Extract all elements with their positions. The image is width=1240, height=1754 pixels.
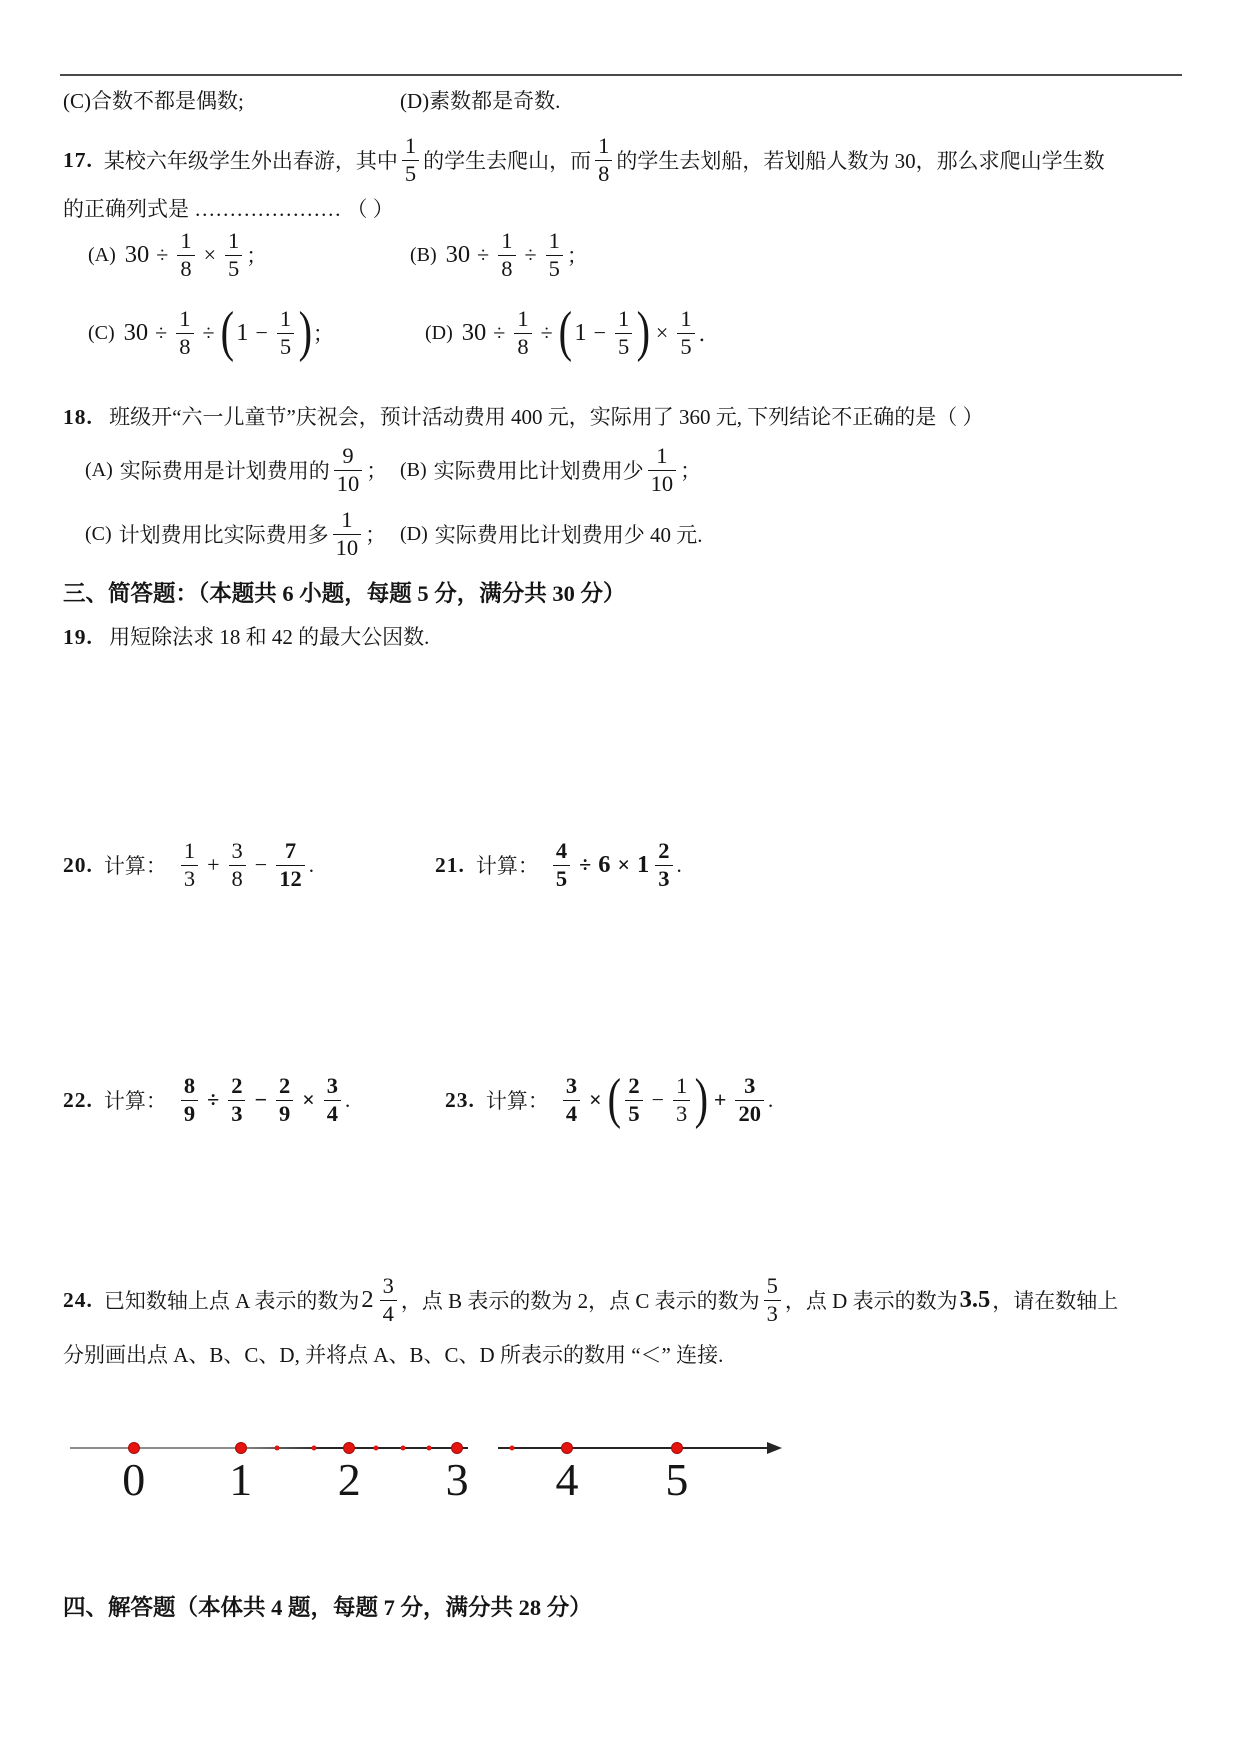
question-22 [63, 1064, 350, 1136]
header-rule [60, 74, 1182, 76]
math-text: 实际费用比计划费用少 [433, 459, 644, 483]
number-line-dot [401, 1446, 406, 1451]
question-17-line2-text: 的正确列式是 ………………… （ ） [63, 197, 394, 221]
question-23-label: 计算： [485, 1089, 549, 1113]
fraction-numerator: 1 [656, 443, 668, 469]
question-24-line2-text: 分别画出点 A、B、C、D, 并将点 A、B、C、D 所表示的数用 “＜” 连接. [63, 1343, 724, 1367]
fraction-denominator: 9 [181, 1100, 198, 1126]
fraction-numerator: 2 [279, 1073, 291, 1099]
math-operator: + [207, 852, 220, 877]
math-paren: ( [607, 1068, 621, 1131]
fraction [553, 839, 570, 891]
question-23-number: 23. [445, 1087, 475, 1112]
question-23 [445, 1064, 773, 1136]
math-text: ； [366, 459, 388, 483]
math-number: 1 [574, 319, 587, 346]
fraction [735, 1074, 764, 1126]
question-21-number: 21. [435, 852, 465, 877]
math-text: ； [680, 459, 702, 483]
fraction [334, 444, 363, 496]
fraction-numerator: 4 [555, 838, 568, 864]
q18-option-b-expr [434, 444, 702, 496]
fraction [673, 1074, 690, 1126]
q17-option-a-label: (A) [88, 243, 116, 266]
fraction [276, 1074, 293, 1126]
question-18-line1 [63, 404, 984, 431]
fraction-denominator: 12 [276, 865, 305, 891]
math-text: ． [698, 322, 720, 346]
q18-option-d [400, 502, 703, 566]
math-text: 实际费用是计划费用的 [119, 459, 330, 483]
fraction [655, 839, 672, 891]
math-operator: × [589, 1087, 602, 1112]
question-21 [435, 829, 682, 901]
fraction [380, 1274, 397, 1326]
fraction [277, 307, 294, 359]
fraction-numerator: 3 [231, 838, 243, 864]
fraction [402, 134, 419, 186]
question-19-number: 19. [63, 625, 93, 649]
q18-option-b [400, 438, 701, 502]
fraction-denominator: 8 [595, 160, 612, 186]
fraction-denominator: 10 [333, 534, 362, 560]
fraction-denominator: 10 [648, 470, 677, 496]
fraction-numerator: 1 [228, 228, 240, 254]
fraction [595, 134, 612, 186]
math-operator: − [593, 320, 606, 345]
fraction-numerator: 1 [501, 228, 513, 254]
question-17-number: 17. [63, 147, 93, 172]
section-4-header-text: 四、解答题（本体共 4 题，每题 7 分，满分共 28 分） [63, 1595, 592, 1620]
math-text: ，请在数轴上 [992, 1289, 1119, 1313]
math-operator: ÷ [155, 320, 168, 345]
fraction [324, 1074, 341, 1126]
fraction [229, 839, 246, 891]
math-operator: × [203, 242, 217, 267]
math-text: . [308, 852, 314, 877]
math-text: ； [566, 244, 588, 268]
fraction [333, 508, 362, 560]
fraction-denominator: 3 [228, 1100, 245, 1126]
number-line [70, 1425, 784, 1510]
math-number: 2 [361, 1286, 374, 1313]
math-text: 计划费用比实际费用多 [118, 523, 329, 547]
q18-option-a-label: (A) [85, 458, 113, 481]
fraction [228, 1074, 245, 1126]
fraction-denominator: 5 [677, 333, 694, 359]
math-text: ； [312, 322, 334, 346]
math-operator: ÷ [579, 852, 592, 877]
q18-option-c-label: (C) [85, 522, 112, 545]
number-line-axis-gap [468, 1444, 498, 1452]
q16-option-d [400, 88, 560, 114]
fraction-denominator: 4 [324, 1100, 341, 1126]
question-20-label: 计算： [103, 854, 167, 878]
math-text: ； [365, 523, 387, 547]
fraction-denominator: 3 [764, 1300, 781, 1326]
fraction-numerator: 1 [179, 306, 191, 332]
fraction-denominator: 5 [225, 255, 242, 281]
math-number: 1 [637, 851, 650, 878]
question-20-number: 20. [63, 852, 93, 877]
fraction-numerator: 5 [766, 1273, 778, 1299]
question-18-number: 18. [63, 405, 93, 429]
fraction-numerator: 3 [326, 1073, 339, 1099]
math-operator: ÷ [540, 320, 553, 345]
q17-option-c-expr [122, 301, 334, 364]
fraction-numerator: 9 [342, 443, 354, 469]
math-number: 30 [461, 319, 487, 346]
math-operator: ÷ [207, 1087, 220, 1112]
number-line-track [70, 1425, 770, 1510]
q17-option-a-expr [123, 229, 268, 281]
fraction-numerator: 3 [565, 1073, 578, 1099]
question-22-expr [177, 1074, 350, 1126]
question-21-label: 计算： [475, 854, 539, 878]
math-operator: ÷ [156, 242, 169, 267]
math-operator: ÷ [493, 320, 506, 345]
q17-option-a [88, 219, 267, 291]
section-3-header [63, 580, 626, 608]
fraction-numerator: 1 [279, 306, 292, 332]
q17-option-d [425, 297, 720, 369]
math-text: . [345, 1087, 351, 1112]
fraction-numerator: 1 [680, 306, 692, 332]
question-17-line1 [63, 126, 1105, 194]
number-line-dot [275, 1446, 280, 1451]
fraction-numerator: 2 [231, 1073, 243, 1099]
fraction-numerator: 7 [284, 838, 297, 864]
q17-option-b [410, 219, 588, 291]
fraction [181, 1074, 198, 1126]
q18-option-a [85, 438, 387, 502]
fraction [498, 229, 515, 281]
math-number: 30 [445, 241, 471, 268]
question-17-text [104, 134, 1105, 186]
fraction [648, 444, 677, 496]
q17-option-c [88, 297, 334, 369]
fraction-numerator: 1 [404, 133, 417, 159]
q17-option-d-expr [460, 301, 720, 364]
fraction-denominator: 10 [334, 470, 363, 496]
fraction-denominator: 5 [402, 160, 419, 186]
math-text: 的学生去爬山，而 [423, 149, 592, 173]
q18-option-c-expr [119, 508, 387, 560]
question-24-line2 [63, 1342, 723, 1368]
section-3-header-text: 三、简答题：（本题共 6 小题，每题 5 分，满分共 30 分） [63, 581, 626, 606]
math-operator: × [617, 852, 630, 877]
fraction-numerator: 2 [628, 1073, 640, 1099]
fraction [181, 839, 198, 891]
fraction-denominator: 3 [673, 1100, 690, 1126]
math-number: 3.5 [959, 1286, 991, 1313]
math-operator: ÷ [202, 320, 215, 345]
q18-option-d-expr [435, 519, 703, 549]
math-operator: − [254, 1087, 267, 1112]
fraction [276, 839, 305, 891]
question-23-expr [559, 1068, 774, 1131]
math-text: ，点 D 表示的数为 [784, 1289, 958, 1313]
question-24-text [104, 1274, 1118, 1326]
question-24-line1 [63, 1262, 1118, 1338]
number-line-dot [373, 1446, 378, 1451]
math-operator: ÷ [477, 242, 490, 267]
math-number: 30 [124, 241, 150, 268]
question-18-text: 班级开“六一儿童节”庆祝会，预计活动费用 400 元，实际用了 360 元, 下列结论不正确的是（ ） [109, 405, 984, 429]
question-20 [63, 829, 314, 901]
math-number: 1 [236, 319, 249, 346]
question-20-expr [177, 839, 314, 891]
fraction [177, 229, 194, 281]
math-text: . [676, 852, 682, 877]
fraction-denominator: 3 [181, 865, 198, 891]
number-line-dot [509, 1446, 514, 1451]
fraction-denominator: 8 [229, 865, 246, 891]
q17-option-b-label: (B) [410, 243, 437, 266]
math-text: ； [246, 244, 268, 268]
fraction-numerator: 3 [382, 1273, 394, 1299]
q16-option-c [63, 88, 244, 114]
number-line-label: 2 [337, 1454, 361, 1505]
fraction-denominator: 8 [498, 255, 515, 281]
section-4-header [63, 1594, 592, 1622]
question-24-number: 24. [63, 1287, 93, 1312]
fraction-numerator: 2 [658, 838, 670, 864]
fraction-numerator: 1 [341, 507, 353, 533]
fraction-denominator: 5 [277, 333, 294, 359]
q18-option-c [85, 502, 386, 566]
math-operator: × [655, 320, 669, 345]
fraction-denominator: 3 [655, 865, 672, 891]
fraction-denominator: 8 [176, 333, 193, 359]
math-paren: ( [220, 301, 234, 364]
math-operator: ÷ [524, 242, 537, 267]
math-paren: ) [298, 301, 313, 364]
math-paren: ( [558, 301, 572, 364]
math-operator: − [255, 320, 268, 345]
fraction-denominator: 20 [735, 1100, 764, 1126]
fraction-denominator: 5 [615, 333, 632, 359]
number-line-label: 4 [555, 1454, 579, 1505]
question-19 [63, 624, 429, 651]
fraction-denominator: 5 [546, 255, 563, 281]
fraction [176, 307, 193, 359]
fraction [625, 1074, 642, 1126]
number-line-label: 0 [122, 1454, 146, 1505]
fraction-numerator: 3 [744, 1073, 756, 1099]
fraction [514, 307, 531, 359]
fraction-numerator: 1 [676, 1073, 688, 1099]
fraction-denominator: 4 [563, 1100, 580, 1126]
fraction [615, 307, 632, 359]
fraction [764, 1274, 781, 1326]
q18-option-b-label: (B) [400, 458, 427, 481]
math-text: 实际费用比计划费用少 40 元. [434, 523, 703, 547]
fraction-denominator: 4 [380, 1300, 397, 1326]
q16-option-d-text: (D)素数都是奇数. [400, 89, 561, 113]
fraction [563, 1074, 580, 1126]
number-line-dot [312, 1446, 317, 1451]
q17-option-c-label: (C) [88, 321, 115, 344]
fraction-denominator: 5 [553, 865, 570, 891]
fraction [677, 307, 694, 359]
fraction [225, 229, 242, 281]
math-text: 某校六年级学生外出春游，其中 [103, 149, 398, 173]
math-operator: − [254, 852, 268, 877]
math-paren: ) [636, 301, 651, 364]
fraction-numerator: 1 [183, 838, 196, 864]
fraction-denominator: 8 [177, 255, 194, 281]
question-22-label: 计算： [103, 1089, 167, 1113]
number-line-label: 1 [229, 1454, 253, 1505]
math-text: 的学生去划船，若划船人数为 30，那么求爬山学生数 [616, 149, 1105, 173]
fraction-denominator: 9 [276, 1100, 293, 1126]
number-line-arrowhead-icon [767, 1442, 782, 1454]
math-operator: − [651, 1087, 664, 1112]
number-line-dot [427, 1446, 432, 1451]
number-line-axis [70, 1447, 770, 1449]
fraction-numerator: 1 [180, 228, 192, 254]
math-number: 6 [598, 851, 611, 878]
number-line-label: 3 [445, 1454, 469, 1505]
q17-option-d-label: (D) [425, 321, 453, 344]
q18-option-d-label: (D) [400, 522, 428, 545]
math-text: . [767, 1087, 774, 1112]
fraction-numerator: 1 [598, 133, 610, 159]
math-operator: × [302, 1087, 315, 1112]
math-number: 30 [123, 319, 149, 346]
math-text: ，点 B 表示的数为 2，点 C 表示的数为 [400, 1289, 760, 1313]
fraction-denominator: 5 [625, 1100, 642, 1126]
math-text: 已知数轴上点 A 表示的数为 [103, 1289, 360, 1313]
fraction-denominator: 8 [514, 333, 531, 359]
question-22-number: 22. [63, 1087, 93, 1112]
fraction-numerator: 1 [618, 306, 630, 332]
math-paren: ) [694, 1068, 709, 1131]
fraction-numerator: 1 [548, 228, 560, 254]
question-19-text: 用短除法求 18 和 42 的最大公因数. [109, 625, 430, 649]
math-operator: + [713, 1087, 727, 1112]
number-line-label: 5 [665, 1454, 689, 1505]
q17-option-b-expr [444, 229, 588, 281]
question-21-expr [549, 839, 682, 891]
fraction [546, 229, 563, 281]
fraction-numerator: 1 [517, 306, 529, 332]
q16-option-c-text: (C)合数不都是偶数; [63, 89, 244, 113]
q18-option-a-expr [120, 444, 388, 496]
fraction-numerator: 8 [183, 1073, 196, 1099]
